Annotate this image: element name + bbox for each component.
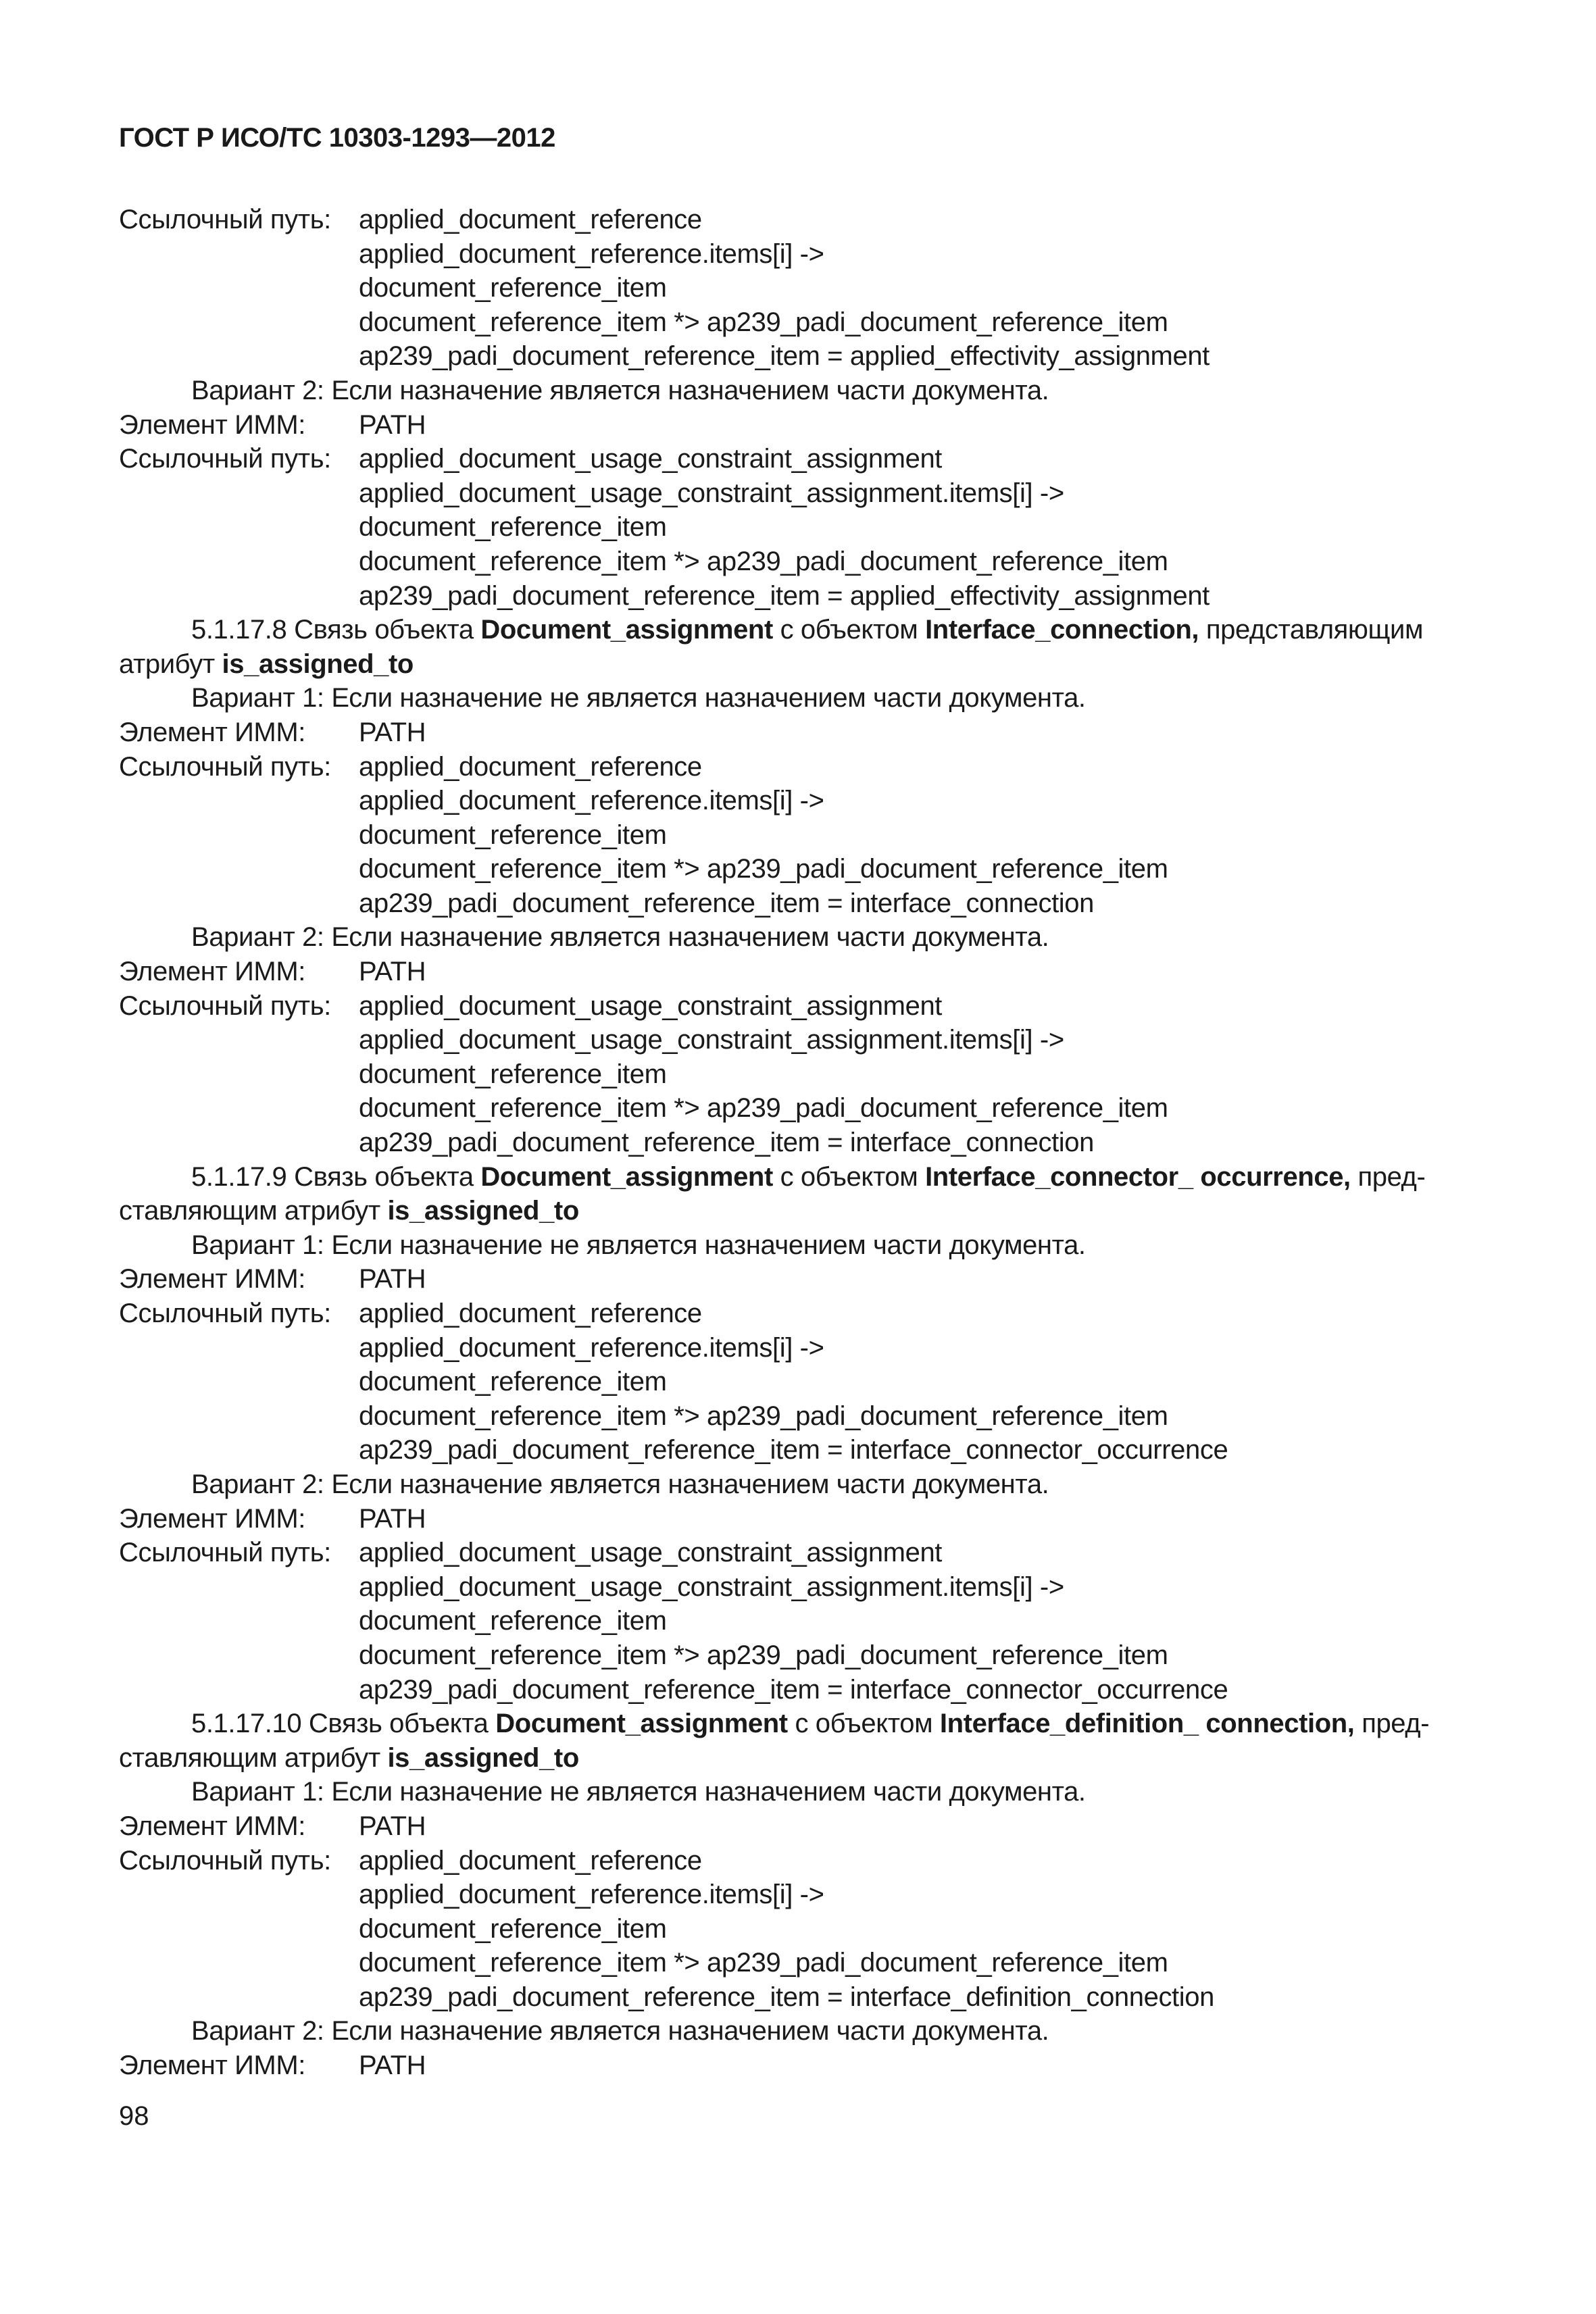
field-label: Ссылочный путь: [119, 205, 331, 234]
variant-line [119, 920, 1491, 955]
variant-text: Вариант 1: Если назначение не является назначением части документа. [191, 1777, 1086, 1807]
field-value: applied_document_usage_constraint_assignment.items[i] -> [359, 478, 1064, 508]
reference-line [119, 545, 1491, 579]
field-label: Ссылочный путь: [119, 751, 331, 782]
field-label: Элемент ИММ: [119, 1811, 305, 1841]
field-label: Ссылочный путь: [119, 444, 331, 474]
heading-text: 5.1.17.8 Связь объекта Document_assignment с объектом Interface_connection, представляющим [191, 615, 1424, 645]
reference-line [119, 1331, 1491, 1365]
field-label: Элемент ИММ: [119, 957, 305, 987]
reference-line [119, 1536, 1491, 1570]
field-value: applied_document_reference [359, 751, 702, 782]
field-value: applied_document_usage_constraint_assignment.items[i] -> [359, 1571, 1064, 1602]
field-value: ap239_padi_document_reference_item = interface_connection [359, 888, 1094, 918]
reference-line [119, 339, 1491, 374]
reference-line [119, 1365, 1491, 1399]
reference-line [119, 1878, 1491, 1912]
variant-line [119, 681, 1491, 715]
field-value: PATH [359, 717, 426, 747]
reference-line [119, 955, 1491, 989]
reference-line [119, 1912, 1491, 1946]
reference-line [119, 1980, 1491, 2015]
reference-line [119, 1023, 1491, 1057]
field-value: applied_document_reference [359, 205, 702, 234]
field-value: ap239_padi_document_reference_item = applied_effectivity_assignment [359, 580, 1210, 611]
field-value: document_reference_item [359, 512, 667, 543]
field-value: PATH [359, 1264, 426, 1294]
reference-line [119, 1502, 1491, 1536]
field-value: document_reference_item [359, 1913, 667, 1944]
reference-line [119, 271, 1491, 305]
reference-line [119, 1126, 1491, 1160]
reference-line [119, 408, 1491, 443]
field-value: document_reference_item *> ap239_padi_document_reference_item [359, 1948, 1168, 1978]
variant-line [119, 2014, 1491, 2048]
reference-line [119, 1673, 1491, 1707]
page-number: 98 [119, 2101, 149, 2131]
reference-line [119, 305, 1491, 340]
reference-line [119, 237, 1491, 272]
variant-text: Вариант 1: Если назначение не является назначением части документа. [191, 683, 1086, 713]
section-heading [119, 1160, 1491, 1194]
field-value: PATH [359, 2051, 426, 2081]
section-heading [119, 613, 1491, 647]
field-value: applied_document_reference.items[i] -> [359, 786, 824, 816]
field-value: document_reference_item [359, 820, 667, 850]
reference-line [119, 1057, 1491, 1092]
document-header: ГОСТ Р ИСО/ТС 10303-1293—2012 [119, 123, 555, 153]
heading-continuation [119, 647, 1491, 682]
field-value: applied_document_usage_constraint_assignment.items[i] -> [359, 1025, 1064, 1055]
reference-line [119, 818, 1491, 853]
heading-continuation [119, 1741, 1491, 1776]
reference-line [119, 1297, 1491, 1331]
field-value: PATH [359, 1503, 426, 1534]
field-label: Элемент ИММ: [119, 1503, 305, 1534]
field-value: ap239_padi_document_reference_item = applied_effectivity_assignment [359, 341, 1210, 372]
reference-line [119, 715, 1491, 750]
field-value: ap239_padi_document_reference_item = interface_connector_occurrence [359, 1674, 1228, 1705]
field-label: Ссылочный путь: [119, 1299, 331, 1328]
field-value: document_reference_item *> ap239_padi_document_reference_item [359, 854, 1168, 884]
field-label: Ссылочный путь: [119, 1845, 331, 1876]
field-value: document_reference_item *> ap239_padi_document_reference_item [359, 1640, 1168, 1670]
reference-line [119, 203, 1491, 237]
field-value: applied_document_reference.items[i] -> [359, 1332, 824, 1363]
field-value: applied_document_reference [359, 1845, 702, 1876]
variant-line [119, 1228, 1491, 1263]
reference-line [119, 476, 1491, 511]
field-value: document_reference_item *> ap239_padi_document_reference_item [359, 1401, 1168, 1431]
reference-line [119, 442, 1491, 476]
heading-text: атрибут is_assigned_to [119, 649, 414, 679]
heading-text: 5.1.17.10 Связь объекта Document_assignment с объектом Interface_definition_ connection, пред- [191, 1709, 1430, 1739]
reference-line [119, 1638, 1491, 1673]
field-value: PATH [359, 1811, 426, 1841]
reference-line [119, 1946, 1491, 1980]
section-heading [119, 1707, 1491, 1741]
variant-line [119, 1775, 1491, 1809]
field-value: document_reference_item *> ap239_padi_document_reference_item [359, 1093, 1168, 1124]
reference-line [119, 510, 1491, 545]
reference-line [119, 1809, 1491, 1844]
reference-line [119, 750, 1491, 784]
field-value: ap239_padi_document_reference_item = interface_connector_occurrence [359, 1435, 1228, 1465]
heading-text: ставляющим атрибут is_assigned_to [119, 1742, 579, 1773]
variant-text: Вариант 2: Если назначение является назначением части документа. [191, 2016, 1049, 2046]
reference-line [119, 1262, 1491, 1297]
field-value: applied_document_reference.items[i] -> [359, 1880, 824, 1910]
field-value: PATH [359, 957, 426, 987]
field-value: document_reference_item [359, 1606, 667, 1636]
reference-line [119, 1844, 1491, 1878]
field-value: document_reference_item [359, 1367, 667, 1397]
variant-line [119, 374, 1491, 408]
reference-line [119, 989, 1491, 1024]
reference-line [119, 1433, 1491, 1467]
document-body [119, 203, 1491, 2083]
variant-text: Вариант 2: Если назначение является назначением части документа. [191, 1469, 1049, 1499]
reference-line [119, 2048, 1491, 2083]
field-label: Ссылочный путь: [119, 1538, 331, 1568]
field-label: Элемент ИММ: [119, 2051, 305, 2081]
field-value: document_reference_item [359, 273, 667, 303]
field-value: applied_document_usage_constraint_assignment [359, 444, 943, 474]
field-value: applied_document_reference [359, 1299, 702, 1328]
field-value: applied_document_usage_constraint_assignment [359, 1538, 943, 1568]
field-label: Ссылочный путь: [119, 990, 331, 1021]
variant-text: Вариант 2: Если назначение является назначением части документа. [191, 375, 1049, 405]
reference-line [119, 886, 1491, 921]
reference-line [119, 1570, 1491, 1605]
heading-continuation [119, 1194, 1491, 1228]
variant-line [119, 1467, 1491, 1502]
field-value: document_reference_item [359, 1059, 667, 1089]
reference-line [119, 1399, 1491, 1434]
field-value: document_reference_item *> ap239_padi_document_reference_item [359, 546, 1168, 576]
variant-text: Вариант 1: Если назначение не является назначением части документа. [191, 1230, 1086, 1260]
field-value: applied_document_usage_constraint_assignment [359, 990, 943, 1021]
reference-line [119, 1091, 1491, 1126]
field-label: Элемент ИММ: [119, 1264, 305, 1294]
field-value: ap239_padi_document_reference_item = interface_definition_connection [359, 1982, 1214, 2012]
field-label: Элемент ИММ: [119, 717, 305, 747]
reference-line [119, 784, 1491, 818]
field-value: PATH [359, 409, 426, 440]
heading-text: 5.1.17.9 Связь объекта Document_assignment с объектом Interface_connector_ occurrence, пред- [191, 1161, 1426, 1192]
heading-text: ставляющим атрибут is_assigned_to [119, 1196, 579, 1226]
variant-text: Вариант 2: Если назначение является назначением части документа. [191, 922, 1049, 953]
field-value: ap239_padi_document_reference_item = interface_connection [359, 1128, 1094, 1158]
field-value: applied_document_reference.items[i] -> [359, 238, 824, 269]
field-label: Элемент ИММ: [119, 409, 305, 440]
reference-line [119, 1604, 1491, 1638]
reference-line [119, 579, 1491, 613]
reference-line [119, 852, 1491, 886]
field-value: document_reference_item *> ap239_padi_document_reference_item [359, 307, 1168, 337]
